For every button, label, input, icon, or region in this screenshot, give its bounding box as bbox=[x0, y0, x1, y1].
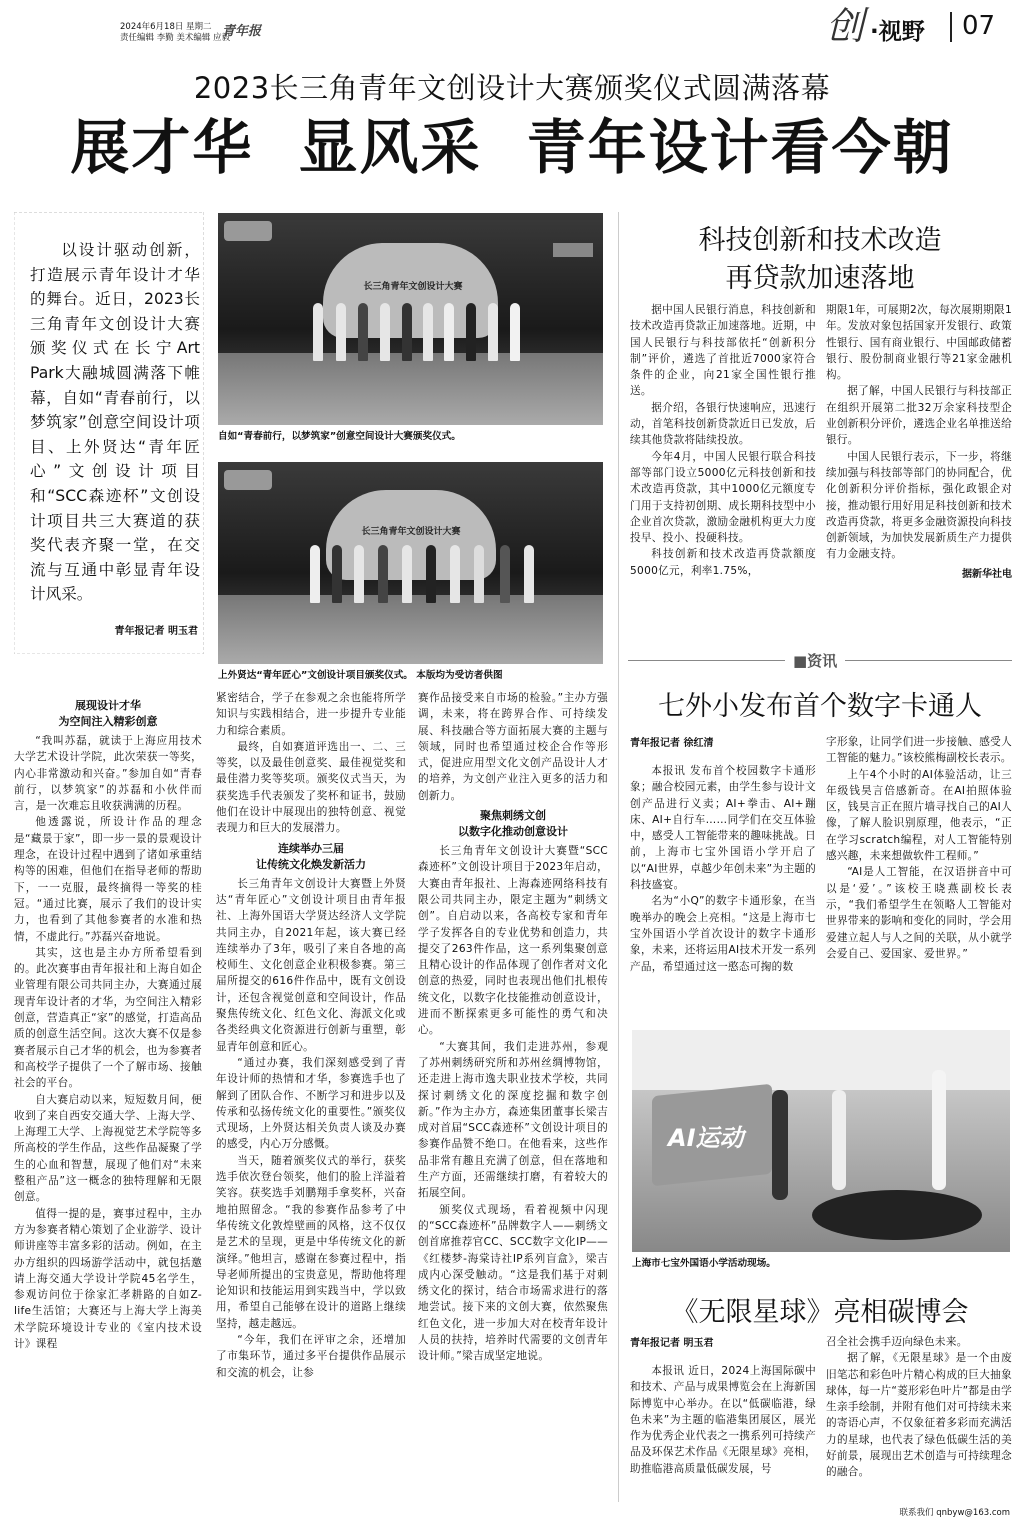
paragraph: 赛作品接受来自市场的检验。”主办方强调，未来，将在跨界合作、可持续发展、科技融合等方面拓展大赛的主题与领域，同时也希望通过校企合作等形式，促进应用型文化文创产品设计人才的培养，为文创产业注入更多的活力和创新力。 bbox=[418, 692, 608, 802]
paragraph: 其实，这也是主办方所希望看到的。此次赛事由青年报社和上海自如企业管理有限公司共同主办，大赛通过展现青年设计者的才华，为空间注入精彩创意，营造真正“家”的感觉，打造高品质的创意生活空间。这次大赛不仅是参赛者展示自己才华的机会，也为参赛者和高校学子提供了一个了解市场、接触社会的平台。 bbox=[14, 946, 202, 1090]
planet-headline: 《无限星球》亮相碳博会 bbox=[671, 1297, 969, 1328]
column-rule bbox=[618, 212, 619, 1502]
paragraph: 当天，随着颁奖仪式的举行，获奖选手依次登台领奖，他们的脸上洋溢着笑容。获奖选手刘鹏翔手拿奖杯，兴奋地拍照留念。“我的参赛作品参考了中华传统文化敦煌壁画的风格，这不仅仅是艺术的呈现，更是中华传统文化的新演绎。”他坦言，感谢在参赛过程中，指导老师所提出的宝贵意见，帮助他将理论知识和技能运用到实践当中，学以致用，希望自己能够在设计的道路上继续坚持，越走越远。 bbox=[216, 1154, 406, 1330]
paragraph: 本报讯 发布首个校园数字卡通形象；融合校园元素，由学生参与设计文创产品进行义卖；AI+拳击、AI+蹦床、AI+自行车……同学们在交互体验中，感受人工智能带来的趣味挑战。日前，上海市七宝外国语小学开启了以“AI世界，卓越少年创未来”为主题的科技盛宴。 bbox=[630, 765, 816, 892]
subhead-1: 展现设计才华 为空间注入精彩创意 bbox=[58, 699, 158, 728]
page-number: 07 bbox=[962, 11, 996, 41]
paragraph: 期限1年，可展期2次，每次展期期限1年。发放对象包括国家开发银行、政策性银行、国有商业银行、中国邮政储蓄银行、股份制商业银行等21家金融机构。 bbox=[826, 304, 1012, 382]
paragraph: 本报讯 近日，2024上海国际碳中和技术、产品与成果博览会在上海新国际博览中心举办。在以“低碳临港，绿色未来”为主题的临港集团展区，展光作为优秀企业代表之一携系列可持续产品及环保艺术作品《无限星球》亮相，助推临港高质量低碳发展，号 bbox=[630, 1365, 816, 1475]
tech-headline-1: 科技创新和技术改造 bbox=[698, 225, 942, 256]
article-headline: 展才华 显风采 青年设计看今朝 bbox=[70, 113, 954, 182]
paragraph: 紧密结合，学子在参观之余也能将所学知识与实践相结合，进一步提升专业能力和综合素质。 bbox=[216, 692, 406, 737]
paragraph: 科技创新和技术改造再贷款额度5000亿元，利率1.75%， bbox=[630, 548, 816, 577]
footer-contact: 联系我们 qnbyw@163.com bbox=[899, 1508, 1010, 1518]
subhead-3: 聚焦刺绣文创 以数字化推动创意设计 bbox=[458, 809, 568, 839]
main-column-1 bbox=[14, 698, 202, 1352]
subhead-2: 连续举办三届 让传统文化焕发新活力 bbox=[256, 841, 366, 871]
paragraph: 他透露说，所设计作品的理念是“藏景于家”，即一步一景的景观设计理念，在设计过程中遇到了诸如承重结构等的困难，但他们在指导老师的帮助下，一一克服，最终摘得一等奖的桂冠。“通过比赛，展示了我们的设计实力，也看到了其他参赛者的水准和热情，不虚此行。”苏磊兴奋地说。 bbox=[14, 816, 202, 943]
paragraph: “大赛其间，我们走进苏州，参观了苏州刺绣研究所和苏州丝绸博物馆，还走进上海市逸夫职业技术学校，共同探讨刺绣文化的深度挖掘和数字创新。”作为主办方，森迹集团董事长梁吉成对首届“SCC森迹杯”文创设计项目的参赛作品赞不绝口。在他看来，这些作品非常有趣且充满了创意，但在落地和生产方面，还需继续打磨，有着较大的拓展空间。 bbox=[418, 1040, 608, 1200]
article-kicker: 2023长三角青年文创设计大赛颁奖仪式圆满落幕 bbox=[193, 71, 831, 105]
news-label: ■资讯 bbox=[785, 650, 845, 671]
newspaper-logo: 青年报 bbox=[222, 24, 262, 39]
lead-box bbox=[14, 212, 204, 654]
section-name: ·视野 bbox=[870, 19, 925, 45]
header-date: 2024年6月18日 星期二 bbox=[120, 22, 212, 32]
digital-column-1 bbox=[630, 734, 816, 975]
digital-headline: 七外小发布首个数字卡通人 bbox=[658, 691, 982, 722]
photo2-banner-text: 长三角青年文创设计大赛 bbox=[361, 527, 461, 537]
paragraph: “通过办赛，我们深刻感受到了青年设计师的热情和才华，参赛选手也了解到了团队合作、不断学习和进步以及传承和弘扬传统文化的重要性。”颁奖仪式现场，上外贤达相关负责人谈及办赛的感受，内心万分感慨。 bbox=[216, 1056, 406, 1151]
paragraph: 自大赛启动以来，短短数月间，便收到了来自西安交通大学、上海大学、上海理工大学、上海视觉艺术学院等多所高校的学生作品，这些作品凝聚了学生的心血和智慧，展现了他们对“未来整租产品”这一概念的独特理解和无限创意。 bbox=[14, 1093, 202, 1204]
paragraph: 召全社会携手迈向绿色未来。 bbox=[826, 1336, 968, 1348]
paragraph: 据介绍，各银行快速响应，迅速行动，首笔科技创新贷款近日已发放，后续其他贷款将陆续投放。 bbox=[630, 401, 816, 447]
school-photo-caption: 上海市七宝外国语小学活动现场。 bbox=[632, 1258, 776, 1269]
paragraph: “我叫苏磊，就读于上海应用技术大学艺术设计学院，此次荣获一等奖，内心非常激动和兴奋。”参加自如“青春前行，以梦筑家”的苏磊和小伙伴而言，是一次难忘且收获满满的历程。 bbox=[14, 735, 202, 813]
photo1-caption: 自如“青春前行，以梦筑家”创意空间设计大赛颁奖仪式。 bbox=[218, 431, 461, 442]
paragraph: 据了解，《无限星球》是一个由废旧笔芯和彩色叶片精心构成的巨大抽象球体，每一片“菱形彩色叶片”都是由学生亲手绘制，并附有他们对可持续未来的寄语心声，不仅象征着多彩而充满活力的星球，也代表了绿色低碳生活的美好前景，展现出艺术创造与可持续理念的融合。 bbox=[826, 1352, 1012, 1479]
tech-column-2 bbox=[826, 302, 1012, 580]
paragraph: 值得一提的是，赛事过程中，主办方为参赛者精心策划了企业游学、设计师讲座等丰富多彩的活动。例如，在主办方组织的四场游学活动中，就包括邀请上海交通大学设计学院45名学生，参观访问位于徐家汇孝耕路的自如Z-life生活馆；大赛还与上海大学上海美术学院环境设计专业的《室内技术设计》课程 bbox=[14, 1207, 202, 1350]
lead-text: 以设计驱动创新，打造展示青年设计才华的舞台。近日，2023长三角青年文创设计大赛颁奖仪式在长宁Art Park大融城圆满落下帷幕，自如“青春前行，以梦筑家”创意空间设计项目、上外贤达“青年匠心”文创设计项目和“SCC森迹杯”文创设计项目共三大赛道的获奖代表齐聚一堂，在交流与互通中彰显青年设计风采。 bbox=[30, 241, 200, 604]
award-ceremony-photo-2 bbox=[218, 462, 603, 664]
lead-reporter: 青年报记者 明玉君 bbox=[114, 626, 198, 637]
paragraph: 据中国人民银行消息，科技创新和技术改造再贷款正加速落地。近期，中国人民银行与科技部依托“创新积分制”评价，遴选了首批近7000家符合条件的企业，向21家全国性银行推送。 bbox=[630, 304, 816, 398]
main-column-2 bbox=[216, 690, 406, 1381]
section-mark: 创 bbox=[826, 4, 865, 48]
paragraph: 中国人民银行表示，下一步，将继续加强与科技部等部门的协同配合，优化创新积分评价指标，强化政银企对接，推动银行用好用足科技创新和技术改造再贷款，将更多金融资源投向科技创新领域，为加快发展新质生产力提供有力金融支持。 bbox=[826, 450, 1012, 561]
paragraph: 据了解，中国人民银行与科技部正在组织开展第二批32万余家科技型企业创新积分评价，遴选企业名单推送给银行。 bbox=[826, 385, 1012, 447]
award-ceremony-photo-1 bbox=[218, 213, 603, 425]
digital-column-2 bbox=[826, 734, 1012, 962]
tech-column-1 bbox=[630, 302, 816, 579]
paragraph: 长三角青年文创设计大赛暨上外贤达“青年匠心”文创设计项目由青年报社、上海外国语大学贤达经济人文学院共同主办，自2021年起，该大赛已经连续举办了3年，吸引了来自各地的高校师生、文化创意企业积极参赛。第三届所提交的616件作品中，既有文创设计，还包含视觉创意和空间设计，作品聚焦传统文化、红色文化、海派文化或各类经典文化资源进行创新与重塑，彰显青年创意和匠心。 bbox=[216, 877, 406, 1053]
paragraph: 长三角青年文创设计大赛暨“SCC森迹杯”文创设计项目于2023年启动，大赛由青年报社、上海森迹网络科技有限公司共同主办，限定主题为“刺绣文创”。自启动以来，各高校专家和青年学子发挥各自的专业优势和创造力，共提交了263件作品，这一系列集聚创意且精心设计的作品体现了创作者对文化创意的热爱，同时也表现出他们扎根传统文化，以数字化技能推动创意设计，进而不断探索更多可能性的勇气和决心。 bbox=[418, 845, 608, 1037]
paragraph: 颁奖仪式现场，看着视频中闪现的“SCC森迹杯”品牌数字人——刺绣文创首席推荐官CC、SCC数字文化IP——《红楼梦-海棠诗社IP系列盲盒》，梁吉成内心深受触动。“这是我们基于对刺绣文化的探讨，结合市场需求进行的落地尝试。接下来的文创大赛，依然聚焦红色文化，进一步加大对在校青年设计人员的扶持，培养时代需要的文创青年设计师。”梁吉成坚定地说。 bbox=[418, 1203, 608, 1363]
paragraph: 字形象，让同学们进一步接触、感受人工智能的魅力。”该校熊梅副校长表示。 bbox=[826, 736, 1012, 765]
header-divider bbox=[950, 12, 952, 42]
paragraph: “AI是人工智能，在汉语拼音中可以是‘爱’。”该校王晓燕副校长表示，“我们希望学生在领略人工智能对世界带来的影响和变化的同时，学会用爱建立起人与人之间的关联，从小就学会爱自己、爱国家、爱世界。” bbox=[826, 866, 1012, 960]
paragraph: “今年，我们在评审之余，还增加了市集环节，通过多平台提供作品展示和交流的机会，让参 bbox=[216, 1333, 406, 1379]
header-editors: 责任编辑 李勤 美术编辑 应毅 bbox=[120, 33, 231, 43]
paragraph: 最终，自如赛道评选出一、二、三等奖，以及最佳创意奖、最佳视觉奖和最佳潜力奖等奖项。颁奖仪式当天，为获奖选手代表颁发了奖杯和证书，鼓励他们在设计中展现出的独特创意、视觉表现力和巨大的发展潜力。 bbox=[216, 740, 406, 835]
planet-column-2 bbox=[826, 1334, 1012, 1481]
page-header bbox=[0, 0, 1024, 48]
planet-column-1 bbox=[630, 1334, 816, 1477]
paragraph: 名为“小Q”的数字卡通形象，在当晚举办的晚会上亮相。“这是上海市七宝外国语小学首次设计的数字卡通形象，未来，还将运用AI技术开发一系列产品，希望通过这一憨态可掬的数 bbox=[630, 895, 816, 973]
photo1-banner-text: 长三角青年文创设计大赛 bbox=[363, 282, 463, 292]
tech-headline-2: 再贷款加速落地 bbox=[725, 263, 915, 294]
school-activity-photo bbox=[632, 1030, 1010, 1252]
photo2-caption: 上外贤达“青年匠心”文创设计项目颁奖仪式。 本版均为受访者供图 bbox=[218, 670, 503, 681]
digital-reporter: 青年报记者 徐红清 bbox=[630, 738, 714, 749]
planet-reporter: 青年报记者 明玉君 bbox=[630, 1338, 714, 1349]
main-column-3 bbox=[418, 690, 608, 1365]
tech-source: 据新华社电 bbox=[962, 568, 1012, 580]
paragraph: 今年4月，中国人民银行联合科技部等部门设立5000亿元科技创新和技术改造再贷款，其中1000亿元额度专门用于支持初创期、成长期科技型中小企业首次贷款，激励金融机构更大力度投早、投小、投硬科技。 bbox=[630, 450, 816, 545]
photo-wall-text: AI运动 bbox=[668, 1124, 744, 1152]
paragraph: 上午4个小时的AI体验活动，让三年级钱昊言倍感新奇。在AI拍照体验区，钱昊言正在照片墙寻找自己的AI人像，了解人脸识别原理，他表示，“正在学习scratch编程，对人工智能特别感兴趣，未来想做软件工程师。” bbox=[826, 768, 1012, 863]
